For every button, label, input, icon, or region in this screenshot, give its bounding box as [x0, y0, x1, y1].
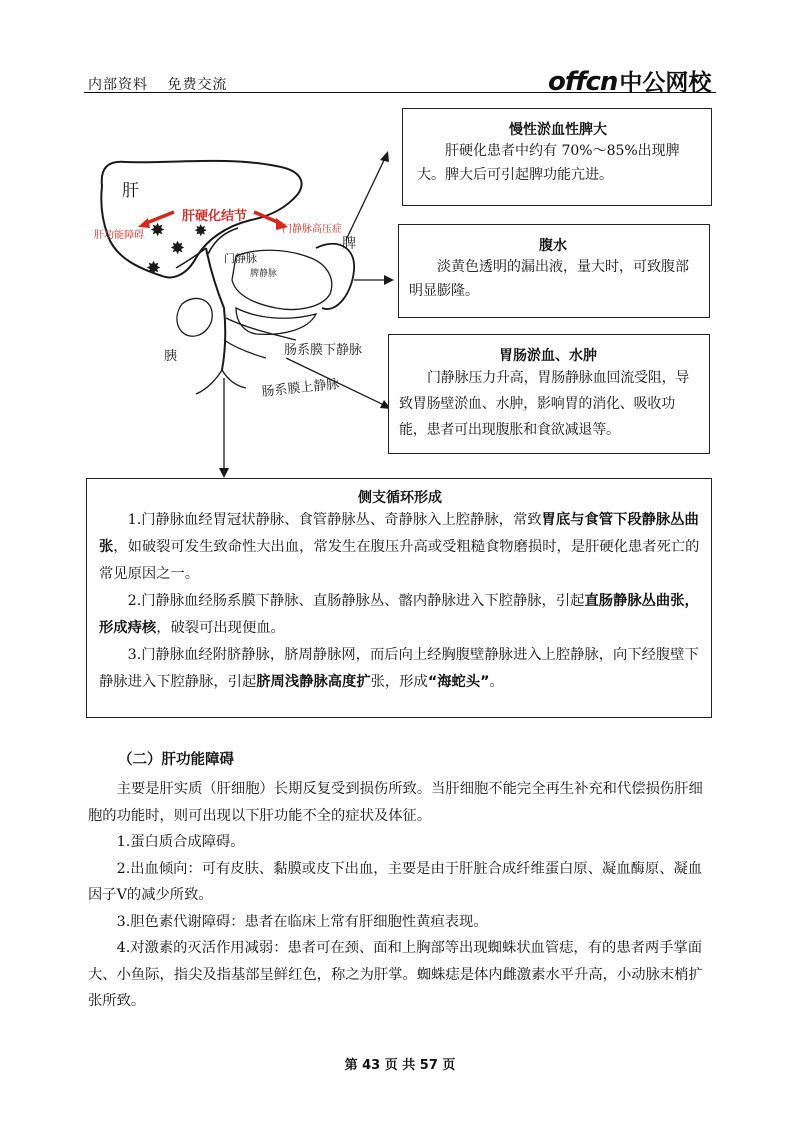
- collateral-p1-bold: 胃底与食管下段静脉丛曲张: [99, 512, 699, 555]
- spleen-box: [402, 108, 712, 206]
- gallbladder-outline: [177, 298, 212, 336]
- label-gallbladder: 胰: [164, 349, 178, 364]
- label-nodule: 肝硬化结节: [182, 209, 248, 224]
- label-portal-vein: 门静脉: [224, 252, 257, 265]
- collateral-p1: 1.门静脉血经胃冠状静脉、食管静脉丛、奇静脉入上腔静脉，常致胃底与食管下段静脉丛曲张，如破裂可发生致命性大出血，常发生在腹压升高或受粗糙食物磨损时，是肝硬化患者死亡的常见原因之一。: [99, 512, 700, 582]
- logo-cn: 中公网校: [619, 70, 712, 96]
- label-inferior-mesenteric: 肠系膜下静脉: [284, 343, 363, 358]
- label-portal-hypertension: 门静脉高压症: [282, 224, 342, 235]
- label-spleen: 脾: [342, 236, 356, 252]
- section-paragraph: 1.蛋白质合成障碍。: [116, 834, 245, 850]
- spleen-outline: [316, 244, 354, 309]
- collateral-box: [86, 478, 712, 718]
- gi-box-text: 门静脉压力升高，胃肠静脉血回流受阻，导致胃肠壁淤血、水肿，影响胃的消化、吸收功能，患者可出现腹胀和食欲减退等。: [399, 370, 690, 438]
- section-title: （二）肝功能障碍: [118, 752, 234, 768]
- header-left: [88, 74, 241, 94]
- section-paragraph: 4.对激素的灭活作用减弱：患者可在颈、面和上胸部等出现蜘蛛状血管痣，有的患者两手掌面大、小鱼际，指尖及指基部呈鲜红色，称之为肝掌。蜘蛛痣是体内雌激素水平升高，小动脉末梢扩张所致。: [88, 940, 703, 1009]
- header-label-free: 免费交流: [167, 77, 228, 93]
- section-paragraph: 3.胆色素代谢障碍：患者在临床上常有肝细胞性黄疸表现。: [116, 913, 488, 930]
- spleen-box-title: 慢性淤血性脾大: [509, 122, 607, 138]
- label-gastric-vein: 脾静脉: [250, 269, 278, 279]
- ascites-box: [398, 224, 710, 318]
- gi-box-title: 胃肠淤血、水肿: [499, 348, 597, 364]
- label-liver: 肝: [122, 181, 139, 201]
- pancreas-outline: [236, 308, 316, 334]
- portal-vein: [206, 248, 225, 370]
- label-superior-mesenteric: 肠系膜上静脉: [260, 376, 341, 400]
- nodule-star-1: ✸: [150, 220, 166, 241]
- section-paragraph: 2.出血倾向：可有皮肤、黏膜或皮下出血，主要是由于肝脏合成纤维蛋白原、凝血酶原、凝血因子Ⅴ的减少所致。: [88, 860, 703, 903]
- collateral-p3: 3.门静脉血经附脐静脉，脐周静脉网，而后向上经胸腹壁静脉进入上腔静脉，向下经腹壁下静脉进入下腔静脉，引起脐周浅静脉高度扩张，形成“海蛇头”。: [99, 647, 699, 690]
- liver-portal-diagram: [86, 108, 406, 478]
- header-rule: [84, 92, 716, 93]
- gi-box: [388, 334, 710, 454]
- nodule-star-2: ✸: [170, 238, 186, 259]
- nodule-star-4: ✸: [194, 221, 208, 240]
- header-label-internal: 内部资料: [88, 77, 148, 93]
- collateral-p3-bold-2: “海蛇头”: [427, 674, 490, 690]
- page-footer: 第 43 页 共 57 页: [344, 1058, 456, 1073]
- label-liver-dysfunction: 肝功能障碍: [94, 230, 144, 241]
- ascites-box-text: 淡黄色透明的漏出液，量大时，可致腹部明显膨隆。: [409, 259, 689, 299]
- collateral-p2: 2.门静脉血经肠系膜下静脉、直肠静脉丛、髂内静脉进入下腔静脉，引起直肠静脉丛曲张，形成痔核，破裂可出现便血。: [99, 593, 699, 636]
- ascites-box-title: 腹水: [539, 238, 567, 254]
- spleen-box-text: 肝硬化患者中约有 70%～85%出现脾大。脾大后可引起脾功能亢进。: [417, 143, 680, 183]
- collateral-p3-bold: 脐周浅静脉高度扩: [256, 674, 371, 690]
- collateral-box-title: 侧支循环形成: [358, 490, 442, 506]
- logo-latin: offcn: [548, 67, 618, 97]
- section-paragraph: 主要是肝实质（肝细胞）长期反复受到损伤所致。当肝细胞不能完全再生补充和代偿损伤肝细胞的功能时，则可出现以下肝功能不全的症状及体征。: [88, 781, 703, 824]
- arrow-to-spleen-box: [346, 156, 386, 240]
- section-body: [88, 776, 714, 1015]
- nodule-star-3: ✸: [146, 258, 162, 279]
- collateral-p2-bold: 直肠静脉丛曲张，形成痔核: [99, 593, 699, 636]
